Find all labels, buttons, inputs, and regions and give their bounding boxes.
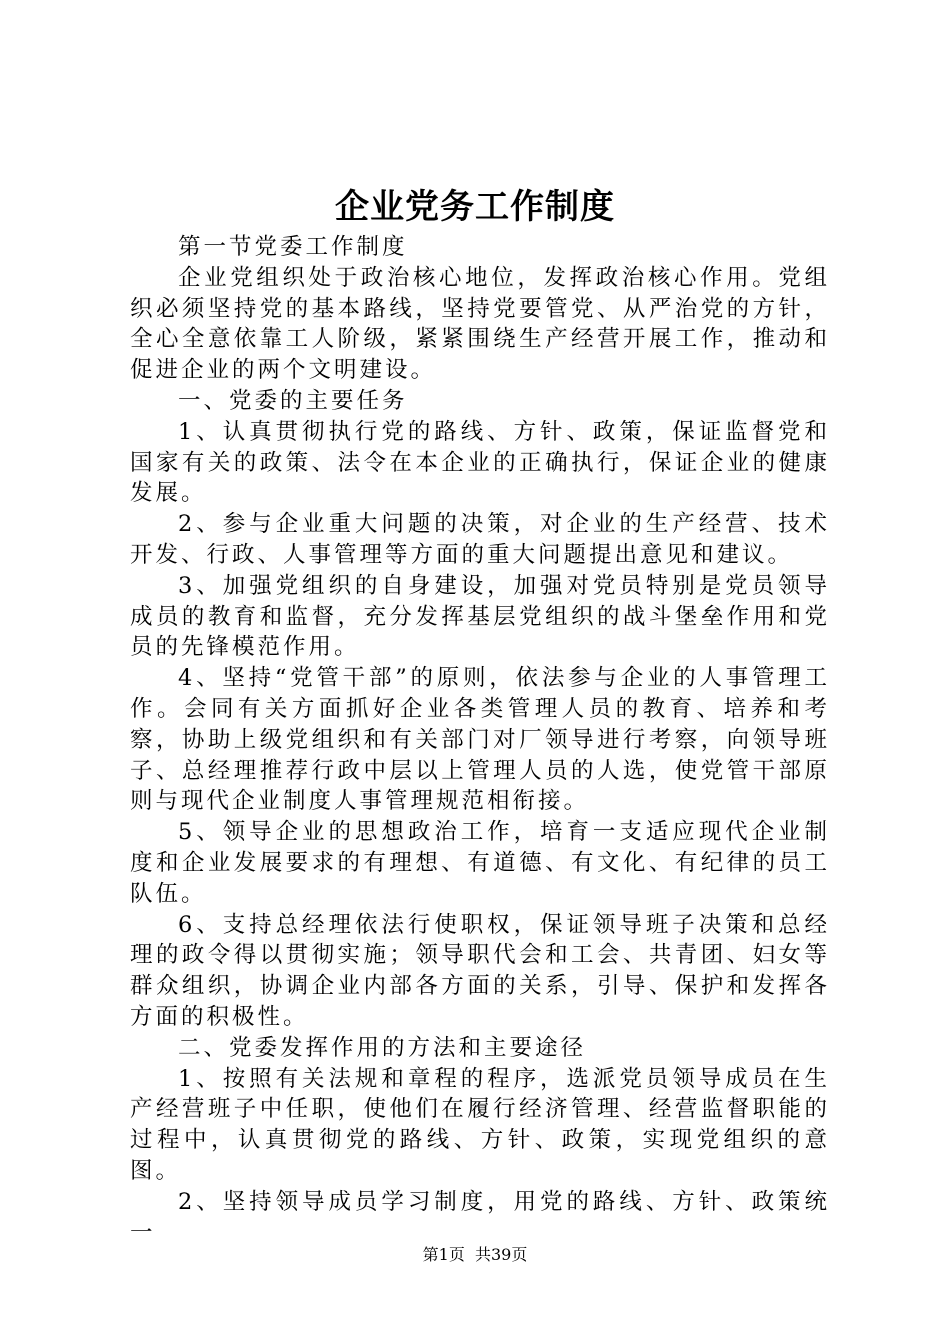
subsection-heading: 一、党委的主要任务	[178, 387, 408, 414]
list-item: 6、支持总经理依法行使职权，保证领导班子决策和总经理的政令得以贯彻实施；领导职代会和工会、共青团、妇女等群众组织，协调企业内部各方面的关系，引导、保护和发挥各方面的积极性。	[130, 911, 830, 1030]
list-item: 5、领导企业的思想政治工作，培育一支适应现代企业制度和企业发展要求的有理想、有道德、有文化、有纪律的员工队伍。	[130, 819, 830, 907]
list-item: 4、坚持“党管干部”的原则，依法参与企业的人事管理工作。会同有关方面抓好企业各类管理人员的教育、培养和考察，协助上级党组织和有关部门对厂领导进行考察，向领导班子、总经理推荐行政中层以上管理人员的人选，使党管干部原则与现代企业制度人事管理规范相衔接。	[130, 665, 830, 815]
document-body	[130, 232, 830, 1248]
section-heading: 第一节党委工作制度	[178, 234, 408, 260]
document-title: 企业党务工作制度	[335, 187, 615, 227]
list-item: 2、坚持领导成员学习制度，用党的路线、方针、政策统一	[130, 1188, 830, 1246]
list-item: 1、按照有关法规和章程的程序，选派党员领导成员在生产经营班子中任职，使他们在履行经济管理、经营监督职能的过程中，认真贯彻党的路线、方针、政策，实现党组织的意图。	[130, 1065, 830, 1184]
list-item: 2、参与企业重大问题的决策，对企业的生产经营、技术开发、行政、人事管理等方面的重大问题提出意见和建议。	[130, 511, 830, 568]
body-paragraph: 企业党组织处于政治核心地位，发挥政治核心作用。党组织必须坚持党的基本路线，坚持党要管党、从严治党的方针，全心全意依靠工人阶级，紧紧围绕生产经营开展工作，推动和促进企业的两个文明建设。	[130, 264, 830, 384]
page-number-label: 第1页 共39页	[422, 1245, 528, 1264]
list-item: 3、加强党组织的自身建设，加强对党员特别是党员领导成员的教育和监督，充分发挥基层党组织的战斗堡垒作用和党员的先锋模范作用。	[130, 572, 830, 661]
subsection-heading: 二、党委发挥作用的方法和主要途径	[178, 1034, 587, 1061]
page-footer	[0, 1245, 950, 1265]
list-item: 1、认真贯彻执行党的路线、方针、政策，保证监督党和国家有关的政策、法令在本企业的正确执行，保证企业的健康发展。	[130, 418, 830, 507]
